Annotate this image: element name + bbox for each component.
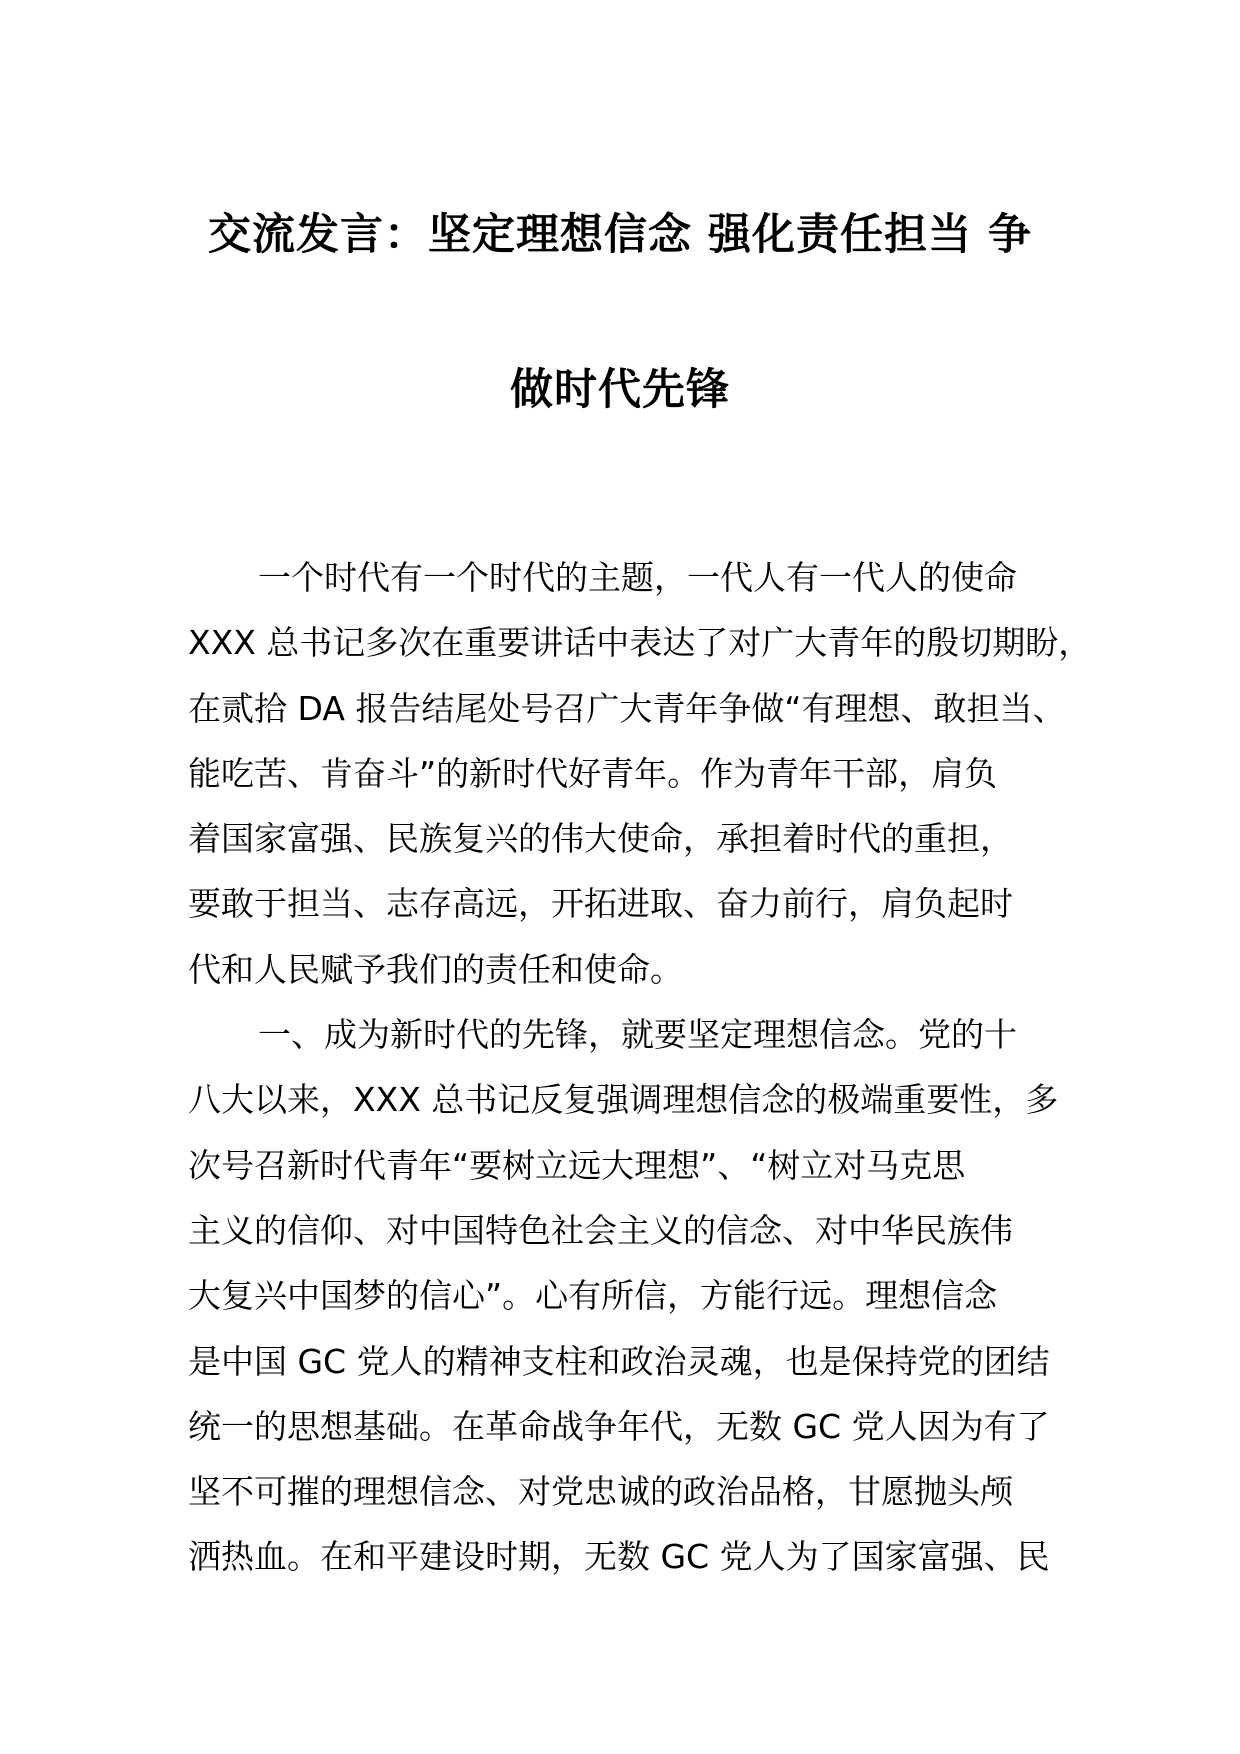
paragraph-2-line: 大复兴中国梦的信心”。心有所信，方能行远。理想信念 <box>188 1276 998 1316</box>
document-body <box>188 545 1092 1590</box>
paragraph-2-line: 次号召新时代青年“要树立远大理想”、“树立对马克思 <box>188 1145 966 1185</box>
paragraph-1-line: 一个时代有一个时代的主题，一代人有一代人的使命 <box>258 558 1017 597</box>
paragraph-2-line: 一、成为新时代的先锋，就要坚定理想信念。党的十 <box>258 1015 1017 1055</box>
paragraph-1-line: 在贰拾 DA 报告结尾处号召广大青年争做“有理想、敢担当、 <box>188 688 1066 728</box>
paragraph-2-line: 洒热血。在和平建设时期，无数 GC 党人为了国家富强、民 <box>188 1537 1050 1577</box>
paragraph-2-line: 八大以来，XXX 总书记反复强调理想信念的极端重要性，多 <box>188 1080 1059 1120</box>
paragraph-1-line: XXX 总书记多次在重要讲话中表达了对广大青年的殷切期盼， <box>188 623 1092 663</box>
document-title-line-1: 交流发言：坚定理想信念 强化责任担当 争 <box>208 210 1032 260</box>
paragraph-1-line: 代和人民赋予我们的责任和使命。 <box>188 949 683 989</box>
paragraph-1-line: 要敢于担当、志存高远，开拓进取、奋力前行，肩负起时 <box>188 884 1013 924</box>
paragraph-1-line: 能吃苦、肯奋斗”的新时代好青年。作为青年干部，肩负 <box>188 753 998 793</box>
paragraph-2-line: 是中国 GC 党人的精神支柱和政治灵魂，也是保持党的团结 <box>188 1341 1050 1381</box>
paragraph-1-line: 着国家富强、民族复兴的伟大使命，承担着时代的重担， <box>188 819 1013 859</box>
paragraph-2-line: 坚不可摧的理想信念、对党忠诚的政治品格，甘愿抛头颅 <box>188 1472 1013 1512</box>
paragraph-2-line: 统一的思想基础。在革命战争年代，无数 GC 党人因为有了 <box>188 1406 1050 1446</box>
paragraph-2-line: 主义的信仰、对中国特色社会主义的信念、对中华民族伟 <box>188 1210 1013 1250</box>
document-title-line-2: 做时代先锋 <box>510 365 730 415</box>
